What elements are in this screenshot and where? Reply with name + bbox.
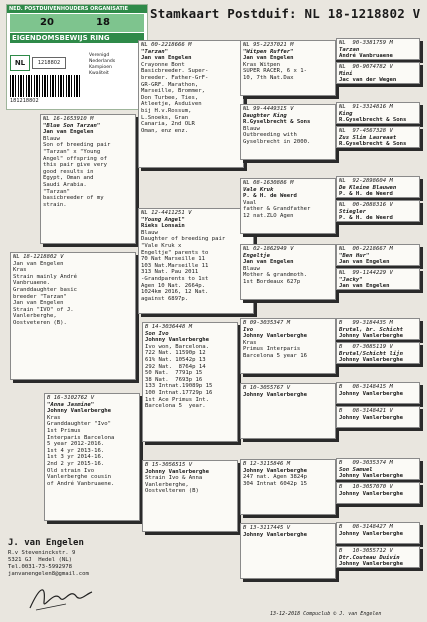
pedigree-card-gen4 <box>336 62 420 84</box>
card-text-line: good results in <box>43 168 94 175</box>
pigeon-name: "Tarzan" <box>141 48 168 55</box>
pigeon-name: Brutal, br. Schicht <box>339 326 403 333</box>
card-text-line: breeder. Father-GrF- <box>141 74 209 81</box>
ring-number: B 14-3036448 M <box>145 324 193 330</box>
signature-icon <box>26 580 96 614</box>
owner-name: Johnny Vanlerberghe <box>339 333 403 340</box>
page-title: Stamkaart Postduif: NL 18-1218802 V <box>150 6 421 21</box>
card-header <box>243 385 333 392</box>
ring-number: NL 90-9074782 V <box>339 64 393 70</box>
pigeon-name: Son Samuel <box>339 466 373 473</box>
pedigree-card-gen4 <box>336 176 420 198</box>
pedigree-card-mm <box>142 460 238 532</box>
ring-number: B 08-3148421 V <box>339 408 393 414</box>
card-text-line: Vanbruaene. <box>13 280 51 287</box>
card-text-line: 5 year 2012-2016. <box>47 441 105 448</box>
card-text-line: Gyselbrecht in 2000. <box>243 138 311 145</box>
breeder-name: J. van Engelen <box>8 538 84 548</box>
ring-number: NL 92-2898604 M <box>339 178 393 184</box>
pedigree-card-gen4 <box>336 546 420 568</box>
pedigree-card-fff <box>240 40 336 96</box>
card-header <box>243 461 333 468</box>
owner-name: Jan van Engelen <box>43 129 94 136</box>
ring-number: NL 99-1144229 V <box>339 270 393 276</box>
pigeon-name: King <box>339 110 353 117</box>
owner-name: Jan van Engelen <box>339 283 390 290</box>
ring-number: 1218802 <box>32 57 66 69</box>
ring-number: B 09-3035374 M <box>339 460 393 466</box>
ring-number: B 08-3148415 M <box>339 384 393 390</box>
owner-name: Johnny Vanlerberghe <box>339 530 403 537</box>
pigeon-name: Zus Slim Laureaat <box>339 134 397 141</box>
pigeon-name: "Jacky" <box>339 276 363 283</box>
card-text-line: Outbreeding with <box>243 132 297 139</box>
badge-icon-labels <box>89 53 141 77</box>
card-text-line: Vanlerberghe, <box>145 481 189 488</box>
card-text-line: Kras <box>47 414 61 421</box>
card-text-line: 247 nat. Agen 3824p <box>243 474 307 481</box>
owner-name: Rieks Lonsain <box>141 223 185 230</box>
ring-number: B 10-3057070 V <box>339 484 393 490</box>
card-text-line: Agen 10 Nat. 2664p. <box>141 282 205 289</box>
pedigree-card-mff <box>240 318 336 374</box>
pigeon-name: Dtr.Couteau Duivin <box>339 554 400 561</box>
owner-name: Johnny Vanlerberghe <box>339 490 403 497</box>
owner-name: Johnny Vanlerberghe <box>243 391 307 398</box>
pigeon-name: Ivo <box>243 326 254 333</box>
pigeon-name: "Blue Son Tarzan" <box>43 122 101 129</box>
card-header <box>243 180 333 187</box>
pigeon-name: Brutal/Schicht lijn <box>339 350 403 357</box>
ring-number: B 08-3148427 M <box>339 524 393 530</box>
ring-number: B 13-3117445 V <box>243 525 291 531</box>
owner-name: Jan van Engelen <box>243 259 294 266</box>
card-text-line: -Grandparents to 1st <box>141 275 209 282</box>
ring-number: NL 00-2218667 M <box>339 246 393 252</box>
card-text-line: father & Grandfather <box>243 206 311 213</box>
card-text-line: Oostveteren (B). <box>13 319 67 326</box>
pigeon-name: Stiegler <box>339 208 366 215</box>
year-bar <box>10 14 144 32</box>
card-text-line: Blauw <box>243 265 260 272</box>
pedigree-card-fmm <box>240 244 336 300</box>
year-right: 18 <box>96 17 110 28</box>
org-name: NED. POSTDUIVENHOUDERS ORGANISATIE <box>7 5 147 13</box>
card-text-line: Barcelona 5 year 16 <box>243 352 307 359</box>
ring-number: B 07-3085119 V <box>339 344 393 350</box>
card-text-line: 722 Nat. 11590p 12 <box>145 350 206 357</box>
owner-name: Johnny Vanlerberghe <box>47 408 111 415</box>
card-text-line: Jan van Engelen <box>13 300 64 307</box>
pigeon-name: Tarzan <box>339 46 360 53</box>
pedigree-card-gen4 <box>336 522 420 544</box>
card-text-line: Kras <box>13 267 27 274</box>
card-text-line: Kras Witpen <box>243 61 281 68</box>
card-text-line: Crayonne Bont <box>141 61 185 68</box>
pedigree-card-gen4 <box>336 200 420 222</box>
ring-number: B 10-3055712 V <box>339 548 393 554</box>
card-header <box>141 210 251 217</box>
card-text-line: 61% Nat. 10542p 13 <box>145 356 206 363</box>
pedigree-card-mmm <box>240 523 336 579</box>
card-text-line: Daughter of breeding pair <box>141 236 226 243</box>
owner-name: Jan van Engelen <box>141 55 192 62</box>
card-text-line: "Vale Kruk x <box>141 242 182 249</box>
pedigree-card-gen4 <box>336 268 420 290</box>
pedigree-card-mother <box>44 393 140 521</box>
ring-number: NL 91-3314816 M <box>339 104 393 110</box>
card-text-line: 38 Nat. 7693p 16 <box>145 376 203 383</box>
card-text-line: this pair give very <box>43 162 107 169</box>
card-text-line: 313 Nat. Pau 2011 <box>141 269 199 276</box>
card-text-line: basicbreeder of my <box>43 195 104 202</box>
card-text-line: Oostvelteren (B) <box>145 488 199 495</box>
ring-number: NL 16-1653910 M <box>43 116 94 122</box>
badge-icon-label: Verenigd <box>89 53 110 58</box>
card-text-line: 292 Nat. 8764p 14 <box>145 363 206 370</box>
pedigree-card-fm <box>138 208 254 314</box>
card-header <box>243 42 333 49</box>
ring-number: NL 97-4567328 V <box>339 128 393 134</box>
pedigree-card-gen4 <box>336 382 420 404</box>
card-header <box>145 462 235 469</box>
owner-name: Johnny Vanlerberghe <box>339 473 403 480</box>
card-text-line: Basicbreeder. Super- <box>141 68 209 75</box>
pigeon-name: Son Ivo <box>145 330 169 337</box>
card-text-line: SUPER RACER, 6 x 1- <box>243 68 307 75</box>
owner-name: R.Gyselbrecht & Sons <box>339 117 407 124</box>
pedigree-card-gen4 <box>336 318 420 340</box>
card-text-line: 1024km 2016, 12 Nat. <box>141 289 209 296</box>
owner-name: Jan van Engelen <box>243 55 294 62</box>
card-text-line: Angel" offspring of <box>43 155 107 162</box>
card-text-line: Primus Interparis <box>243 346 301 353</box>
ring-number: B 16-3102762 V <box>47 395 95 401</box>
owner-name: R.Gyselbrecht & Sons <box>243 119 311 126</box>
card-text-line: L.Snoeks, Gran <box>141 114 189 121</box>
ring-number: NL 00-2088316 V <box>339 202 393 208</box>
card-text-line: Kras <box>243 339 257 346</box>
ring-number: B 10-3055767 V <box>243 385 291 391</box>
country-code: NL <box>10 55 30 71</box>
card-text-line: Engeltje" parents to <box>141 249 209 256</box>
pedigree-card-gen4 <box>336 38 420 60</box>
pedigree-card-mfm <box>240 383 336 439</box>
pedigree-card-gen4 <box>336 126 420 148</box>
pigeon-name: Daughter King <box>243 112 287 119</box>
card-text-line: breeder "Tarzan" <box>13 293 67 300</box>
card-text-line: of André Vanbruaene. <box>47 480 115 487</box>
owner-name: P. & H. de Weerd <box>339 215 393 222</box>
owner-name: P. & H. de Weerd <box>339 191 393 198</box>
pedigree-card-gen4 <box>336 458 420 480</box>
pedigree-card-ffm <box>240 104 336 160</box>
pigeon-name: Engeltje <box>243 252 270 259</box>
card-text-line: against 6897p. <box>141 295 189 302</box>
owner-name: Johnny Vanlerberghe <box>145 468 209 475</box>
ring-number: NL 02-1862949 V <box>243 246 294 252</box>
card-text-line: 70 Nat Marseille 11 <box>141 256 205 263</box>
card-text-line: 304 Intnat 6042p 15 <box>243 480 307 487</box>
breeder-address: R.v Steveninckstr. 9 5321 GJ Hedel (NL) Tel.0031-73-5992978 janvanengelen8@gmail.com <box>8 550 89 577</box>
pedigree-card-mmf <box>240 459 336 515</box>
ring-number: NL 18-1218802 V <box>13 254 64 260</box>
card-text-line: 1st 3 yr 2014-16. <box>47 454 105 461</box>
pedigree-card-father <box>40 114 136 244</box>
card-text-line: Barcelona 5 year. <box>145 403 206 410</box>
card-text-line: Blauw <box>141 229 158 236</box>
ring-number: NL 08-1630886 M <box>243 180 294 186</box>
card-text-line: Blauw <box>243 125 260 132</box>
card-text-line: Oman, enz enz. <box>141 127 189 134</box>
ring-number: NL 12-4411251 V <box>141 210 192 216</box>
ring-number: NL 90-3381759 M <box>339 40 393 46</box>
pedigree-card-mf <box>142 322 238 442</box>
card-text-line: Vaal <box>243 199 257 206</box>
card-text-line: 2nd 2 yr 2015-16. <box>47 460 105 467</box>
owner-name: André Vanbruaene <box>339 53 393 60</box>
pedigree-card-subject <box>10 252 136 380</box>
owner-name: P. & H. de Weerd <box>243 193 297 200</box>
pedigree-card-gen4 <box>336 482 420 504</box>
card-text-line: 50 Nat. 7791p 15 <box>145 370 203 377</box>
card-text-line: 103 Nat.Marseille 11 <box>141 262 209 269</box>
card-text-line: Don Turbee, Ties, <box>141 94 199 101</box>
badge-icon-label: Kampioen <box>89 65 112 70</box>
card-text-line: Strain mainly André <box>13 273 77 280</box>
card-text-line: GR-GRF. Marathon, <box>141 81 199 88</box>
barcode-number: 181218802 <box>10 98 39 104</box>
card-text-line: Granddaughter "Ivo" <box>47 421 111 428</box>
pigeon-name: Mini <box>339 70 353 77</box>
ownership-badge <box>6 4 148 110</box>
pigeon-name: Vale Kruk <box>243 186 274 193</box>
card-header <box>243 246 333 253</box>
card-text-line: Old strain Ivo <box>47 467 95 474</box>
pigeon-name: De Kleine Blauwen <box>339 184 397 191</box>
card-text-line: bij H.v.Rossum, <box>141 107 192 114</box>
card-text-line: 1st Ace Primus Int. <box>145 396 209 403</box>
card-text-line: Jan van Engelen <box>13 260 64 267</box>
card-text-line: Ivo won, Barcelona. <box>145 343 209 350</box>
card-text-line: Interparis Barcelona <box>47 434 115 441</box>
card-text-line: 1st 4 yr 2013-16. <box>47 447 105 454</box>
owner-name: Johnny Vanlerberghe <box>243 531 307 538</box>
pedigree-card-gen4 <box>336 406 420 428</box>
card-text-line: Son of breeding pair <box>43 142 111 149</box>
pigeon-name: "Witpen Ruffer" <box>243 48 294 55</box>
card-text-line: Canaria, 2nd OLR <box>141 121 195 128</box>
card-header <box>47 395 137 402</box>
card-header <box>43 116 133 123</box>
badge-icon-label: Nederlands <box>89 59 116 64</box>
card-text-line: 1st Primus <box>47 427 81 434</box>
card-text-line: Blauw <box>43 135 60 142</box>
pedigree-card-gen4 <box>336 244 420 266</box>
owner-name: Johnny Vanlerberghe <box>243 467 307 474</box>
pigeon-name: "Young Angel" <box>141 216 185 223</box>
card-header <box>145 324 235 331</box>
card-header <box>141 42 241 49</box>
pedigree-card-fmf <box>240 178 336 234</box>
owner-name: Johnny Vanlerberghe <box>339 414 403 421</box>
ring-number: NL 99-4449315 V <box>243 106 294 112</box>
owner-name: Johnny Vanlerberghe <box>339 561 403 568</box>
print-stamp: 13-12-2018 Compuclub © J. van Engelen <box>270 611 382 617</box>
card-text-line: Granddaughter basic <box>13 286 77 293</box>
card-text-line: Strain Ivo & Anna <box>145 475 203 482</box>
barcode-icon <box>10 75 82 97</box>
pedigree-card-ff <box>138 40 244 168</box>
pedigree-card-gen4 <box>336 342 420 364</box>
card-text-line: 1st Bordeaux 627p <box>243 278 301 285</box>
ring-number: NL 00-2218666 M <box>141 42 192 48</box>
card-text-line: Mother & grandmoth. <box>243 272 307 279</box>
ring-number: B 09-3035347 M <box>243 320 291 326</box>
owner-name: R.Gyselbrecht & Sons <box>339 141 407 148</box>
ring-number: NL 95-2237021 M <box>243 42 294 48</box>
card-text-line: strain. <box>43 201 67 208</box>
card-text-line: "Tarzan" <box>43 188 70 195</box>
card-header <box>243 525 333 532</box>
card-text-line: 133 Intnat.19089p 15 <box>145 383 213 390</box>
card-text-line: Vanlerberghe cousin <box>47 474 111 481</box>
card-text-line: Marseille, Brommer, <box>141 88 205 95</box>
ring-number: B 15-3056515 V <box>145 462 193 468</box>
card-text-line: Egypt, Oman and <box>43 175 94 182</box>
card-text-line: 10, 7th Nat.Dax <box>243 74 294 81</box>
year-left: 20 <box>40 17 54 28</box>
card-header <box>243 106 333 113</box>
pigeon-name: "Anna Jasmine" <box>47 401 95 408</box>
owner-name: Johnny Vanlerberghe <box>243 333 307 340</box>
card-header <box>243 320 333 327</box>
pedigree-card-gen4 <box>336 102 420 124</box>
card-text-line: Saudi Arabia. <box>43 181 87 188</box>
owner-name: Jan van Engelen <box>339 259 390 266</box>
pigeon-name: "Ben Hur" <box>339 252 370 259</box>
ownership-label: EIGENDOMSBEWIJS RING <box>10 33 144 43</box>
card-text-line: Strain "IVO" of J. <box>13 306 74 313</box>
card-text-line: Atleetje, Asduiven <box>141 101 202 108</box>
card-text-line: 100 Intnat.17729p 16 <box>145 389 213 396</box>
card-text-line: Vanlerberghe, <box>13 313 57 320</box>
card-text-line: "Tarzan" x "Young <box>43 148 101 155</box>
owner-name: Jac van der Wegen <box>339 77 397 84</box>
owner-name: Johnny Vanlerberghe <box>339 390 403 397</box>
ring-number: B 12-3115846 M <box>243 461 291 467</box>
badge-icon-label: Kwaliteit <box>89 71 109 76</box>
owner-name: Johnny Vanlerberghe <box>339 357 403 364</box>
owner-name: Johnny Vanlerberghe <box>145 337 209 344</box>
card-text-line: 12 nat.ZLO Agen <box>243 212 294 219</box>
ring-number: B 99-3184435 M <box>339 320 393 326</box>
card-header <box>13 254 133 261</box>
